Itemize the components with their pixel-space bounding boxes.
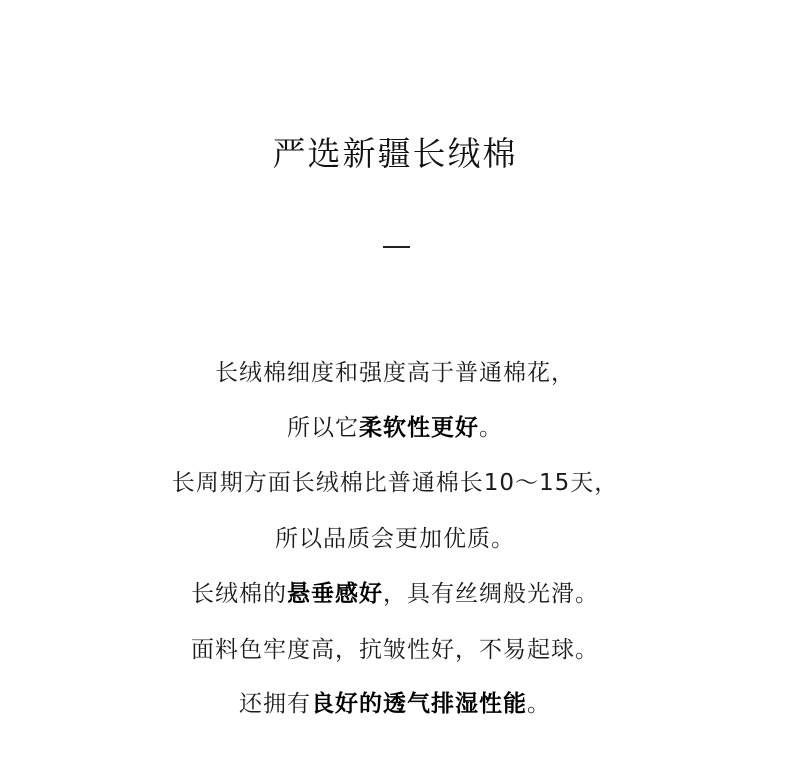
line-text: 所以品质会更加优质。	[275, 526, 515, 552]
line-text-end: 。	[527, 691, 551, 717]
line-text: 长周期方面长绒棉比普通棉长10～15天，	[171, 470, 619, 496]
line-text: 长绒棉细度和强度高于普通棉花，	[215, 360, 575, 386]
text-line-7	[0, 685, 790, 718]
line-text-end: ，具有丝绸般光滑。	[383, 581, 599, 607]
line-emphasis: 良好的透气排湿性能	[311, 691, 527, 717]
line-text: 长绒棉的	[191, 581, 287, 607]
line-text: 所以它	[287, 415, 359, 441]
text-line-3	[0, 464, 790, 497]
text-line-6	[0, 631, 790, 664]
text-line-2	[0, 409, 790, 442]
page-title: 严选新疆长绒棉	[272, 134, 518, 173]
line-emphasis: 悬垂感好	[287, 581, 383, 607]
text-line-1	[0, 354, 790, 387]
line-text-end: 。	[479, 415, 503, 441]
title-divider	[383, 246, 410, 248]
text-line-4	[0, 520, 790, 553]
line-text: 面料色牢度高，抗皱性好，不易起球。	[191, 637, 599, 663]
line-emphasis: 柔软性更好	[359, 415, 479, 441]
line-text: 还拥有	[239, 691, 311, 717]
text-line-5	[0, 575, 790, 608]
